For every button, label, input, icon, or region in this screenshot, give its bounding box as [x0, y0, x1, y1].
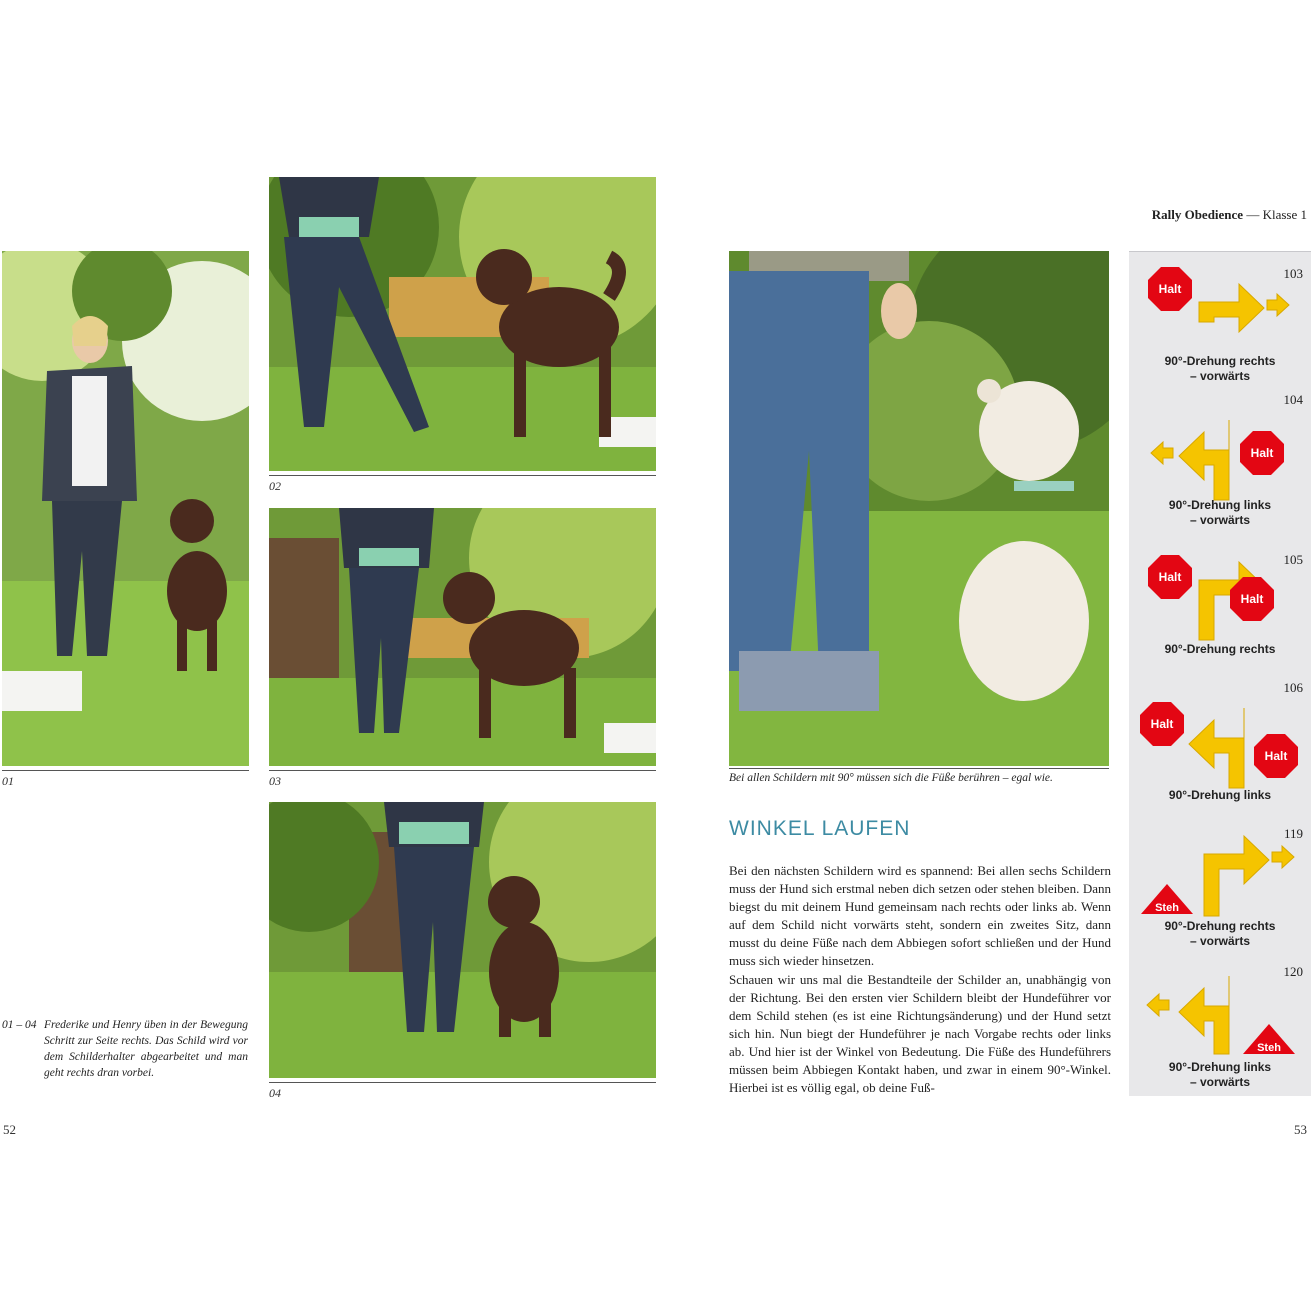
badge-text: Halt — [1250, 446, 1274, 460]
sign-104 — [1129, 392, 1311, 537]
figure-label-02: 02 — [269, 479, 281, 493]
photo-02 — [269, 177, 656, 471]
figure-label-04: 04 — [269, 1086, 281, 1100]
sign-label — [1139, 354, 1301, 384]
sign-label — [1139, 642, 1301, 657]
figure-label-01: 01 — [2, 774, 14, 788]
sign-number: 119 — [1283, 826, 1303, 841]
photo-03 — [269, 508, 656, 766]
sign-106-graphic — [1129, 698, 1311, 798]
photo-04 — [269, 802, 656, 1078]
turn-left-arrow-icon — [1179, 976, 1229, 1054]
halt-octagon-icon — [1240, 431, 1284, 475]
sign-103 — [1129, 252, 1311, 392]
badge-text: Steh — [1257, 1042, 1281, 1054]
sign-120-graphic — [1129, 972, 1311, 1072]
sign-label — [1139, 919, 1301, 949]
sign-119 — [1129, 822, 1311, 957]
photo-caption: Bei allen Schildern mit 90° müssen sich die Füße berühren – egal wie. — [729, 772, 1053, 784]
running-head-title: Rally Obedience — [1151, 207, 1244, 222]
badge-text: Halt — [1264, 749, 1288, 763]
sign-105-graphic — [1129, 550, 1311, 650]
figure-rule — [269, 475, 656, 476]
figure-rule — [2, 770, 249, 771]
sign-label — [1139, 788, 1301, 803]
photo-series-caption — [2, 1017, 248, 1081]
sign-label-line: 90°-Drehung rechts — [1164, 919, 1276, 933]
badge-text: Steh — [1155, 902, 1179, 914]
halt-octagon-icon — [1230, 577, 1274, 621]
sign-label — [1139, 498, 1301, 528]
sign-label-line: 90°-Drehung rechts — [1164, 354, 1276, 368]
turn-right-arrow-icon — [1199, 284, 1264, 332]
caption-text: Frederike und Henry üben in der Bewegung Schritt zur Seite rechts. Das Schild wird vor dem Schilderhalter abgearbeitet und man geht rechts dran vorbei. — [44, 1019, 248, 1079]
halt-octagon-icon — [1148, 555, 1192, 599]
figure-rule — [269, 770, 656, 771]
running-head — [1152, 207, 1307, 223]
body-text — [729, 862, 1111, 1097]
forward-arrow-icon — [1272, 846, 1294, 868]
page-number-right: 53 — [1294, 1122, 1307, 1137]
figure-label-03: 03 — [269, 774, 281, 788]
photo-01 — [2, 251, 249, 766]
sign-label-line: – vorwärts — [1189, 513, 1251, 527]
sign-104-graphic — [1129, 410, 1311, 510]
badge-text: Halt — [1158, 282, 1182, 296]
halt-octagon-icon — [1254, 734, 1298, 778]
sign-label-line: 90°-Drehung links — [1168, 788, 1272, 802]
forward-arrow-icon — [1267, 294, 1289, 316]
sign-103-graphic — [1129, 262, 1311, 362]
sign-number: 106 — [1283, 680, 1303, 695]
badge-text: Halt — [1240, 592, 1264, 606]
sign-label-line: – vorwärts — [1189, 1075, 1251, 1089]
section-heading: WINKEL LAUFEN — [729, 817, 911, 840]
sign-number: 105 — [1283, 552, 1303, 567]
sign-panel — [1129, 251, 1311, 1096]
sign-number: 104 — [1283, 392, 1303, 407]
sign-106 — [1129, 680, 1311, 810]
turn-right-arrow-icon — [1204, 836, 1269, 916]
photo-feet-and-white-dog — [729, 251, 1109, 766]
page-number-left: 52 — [3, 1122, 16, 1137]
sign-number: 120 — [1283, 964, 1303, 979]
paragraph: Schauen wir uns mal die Bestandteile der Schilder an, unabhängig von der Richtung. Bei den ersten vier Schildern bleibt der Hundeführer vor dem Schild stehen (es ist eine Richtungsänderung) und der Hund setzt sich hin. Nun biegt der Hundeführer je nach Vorgabe rechts oder links ab. Und hier ist der Winkel von Bedeutung. Die Füße des Hundeführers müssen beim Abbiegen Kontakt haben, und zwar in einem 90°-Winkel. Hierbei ist es völlig egal, ob deine Fuß- — [729, 971, 1111, 1096]
halt-octagon-icon — [1140, 702, 1184, 746]
caption-number: 01 – 04 — [2, 1019, 37, 1031]
sign-label-line: – vorwärts — [1189, 369, 1251, 383]
figure-rule — [729, 768, 1109, 769]
forward-arrow-icon — [1147, 994, 1169, 1016]
sign-label-line: 90°-Drehung links — [1168, 498, 1272, 512]
paragraph: Bei den nächsten Schildern wird es spannend: Bei allen sechs Schildern muss der Hund sich erstmal neben dich setzen oder stehen bleiben. Dann biegst du mit deinem Hund gemeinsam nach rechts oder links ab. Wenn auf dem Schild nicht vorwärts steht, sondern ein zweites Sitz, dann musst du deine Füße nach dem Abbiegen sofort schließen und der Hund muss sich wieder hinsetzen. — [729, 863, 1111, 969]
figure-rule — [269, 1082, 656, 1083]
running-head-section: Klasse 1 — [1262, 207, 1307, 222]
turn-left-arrow-icon — [1189, 708, 1244, 788]
badge-text: Halt — [1158, 570, 1182, 584]
sign-label-line: 90°-Drehung rechts — [1164, 642, 1276, 656]
sign-number: 103 — [1283, 266, 1303, 281]
sign-label-line: 90°-Drehung links — [1168, 1060, 1272, 1074]
sign-120 — [1129, 964, 1311, 1094]
sign-label-line: – vorwärts — [1189, 934, 1251, 948]
steh-triangle-icon — [1141, 884, 1193, 914]
forward-arrow-icon — [1151, 442, 1173, 464]
sign-105 — [1129, 542, 1311, 672]
running-head-dash: — — [1246, 207, 1260, 222]
badge-text: Halt — [1150, 717, 1174, 731]
sign-label — [1139, 1060, 1301, 1090]
steh-triangle-icon — [1243, 1024, 1295, 1054]
turn-left-arrow-icon — [1179, 420, 1229, 500]
halt-octagon-icon — [1148, 267, 1192, 311]
